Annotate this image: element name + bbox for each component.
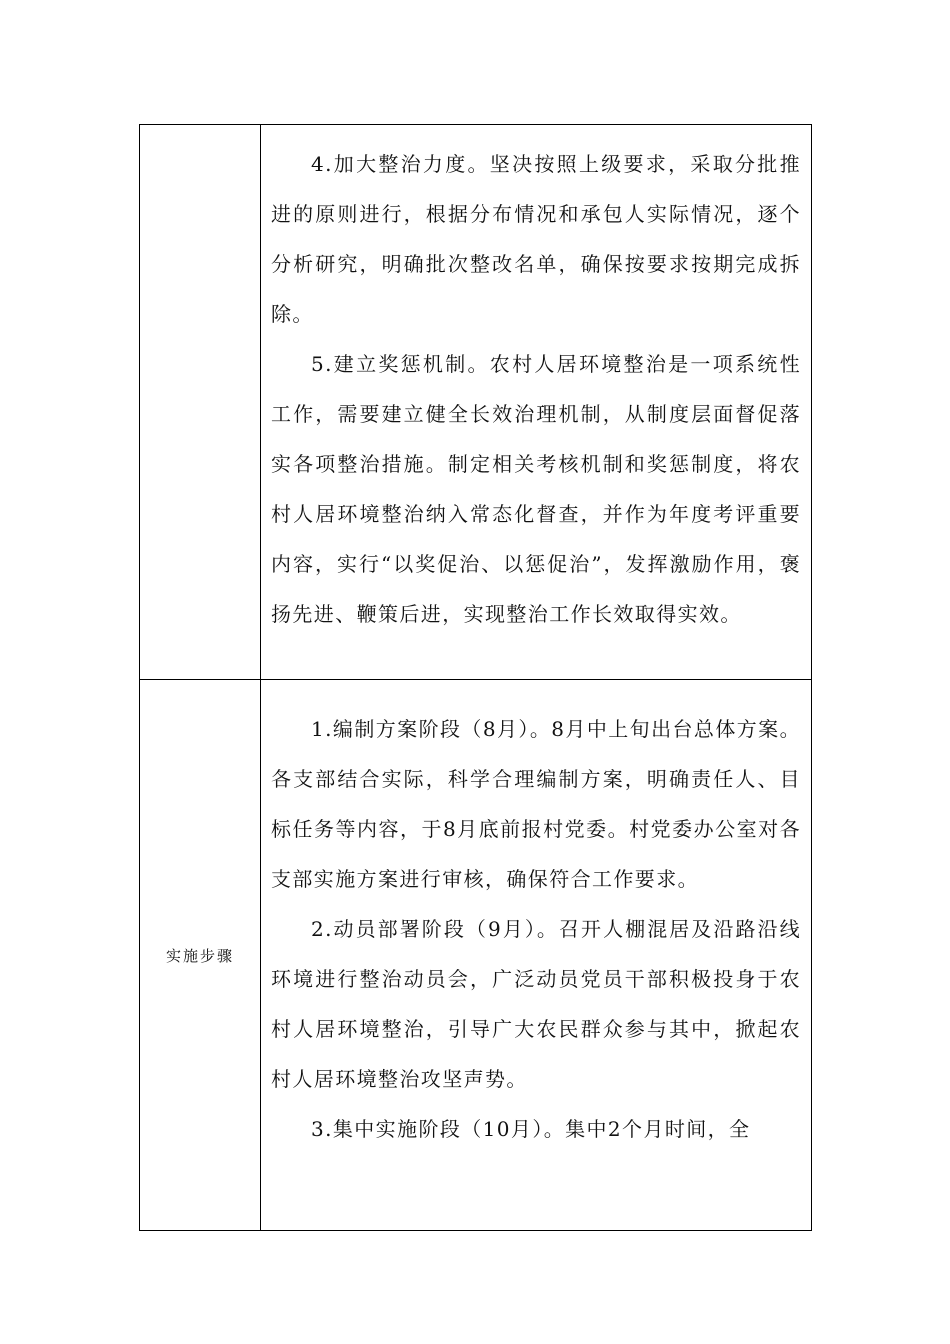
paragraph-step-1: 1.编制方案阶段（8月）。8月中上旬出台总体方案。各支部结合实际，科学合理编制方案，明确责任人、目标任务等内容，于8月底前报村党委。村党委办公室对各支部实施方案进行审核，确保符合工作要求。 — [271, 717, 801, 891]
table-row — [140, 125, 812, 680]
paragraph-item-5: 5.建立奖惩机制。农村人居环境整治是一项系统性工作，需要建立健全长效治理机制，从制度层面督促落实各项整治措施。制定相关考核机制和奖惩制度，将农村人居环境整治纳入常态化督查，并作为年度考评重要内容，实行“以奖促治、以惩促治”，发挥激励作用，褒扬先进、鞭策后进，实现整治工作长效取得实效。 — [271, 352, 801, 626]
row-label-cell — [140, 125, 261, 680]
paragraph-item-4: 4.加大整治力度。坚决按照上级要求，采取分批推进的原则进行，根据分布情况和承包人实际情况，逐个分析研究，明确批次整改名单，确保按要求按期完成拆除。 — [271, 152, 801, 326]
paragraph-step-2: 2.动员部署阶段（9月）。召开人棚混居及沿路沿线环境进行整治动员会，广泛动员党员干部积极投身于农村人居环境整治，引导广大农民群众参与其中，掀起农村人居环境整治攻坚声势。 — [271, 917, 801, 1091]
paragraph-step-3: 3.集中实施阶段（10月）。集中2个月时间，全 — [311, 1117, 751, 1141]
table-row — [140, 680, 812, 1231]
row-content-cell — [261, 125, 812, 680]
row-content-cell — [261, 680, 812, 1231]
row-label-implementation-steps: 实施步骤 — [140, 680, 261, 1231]
document-table — [139, 124, 812, 1231]
